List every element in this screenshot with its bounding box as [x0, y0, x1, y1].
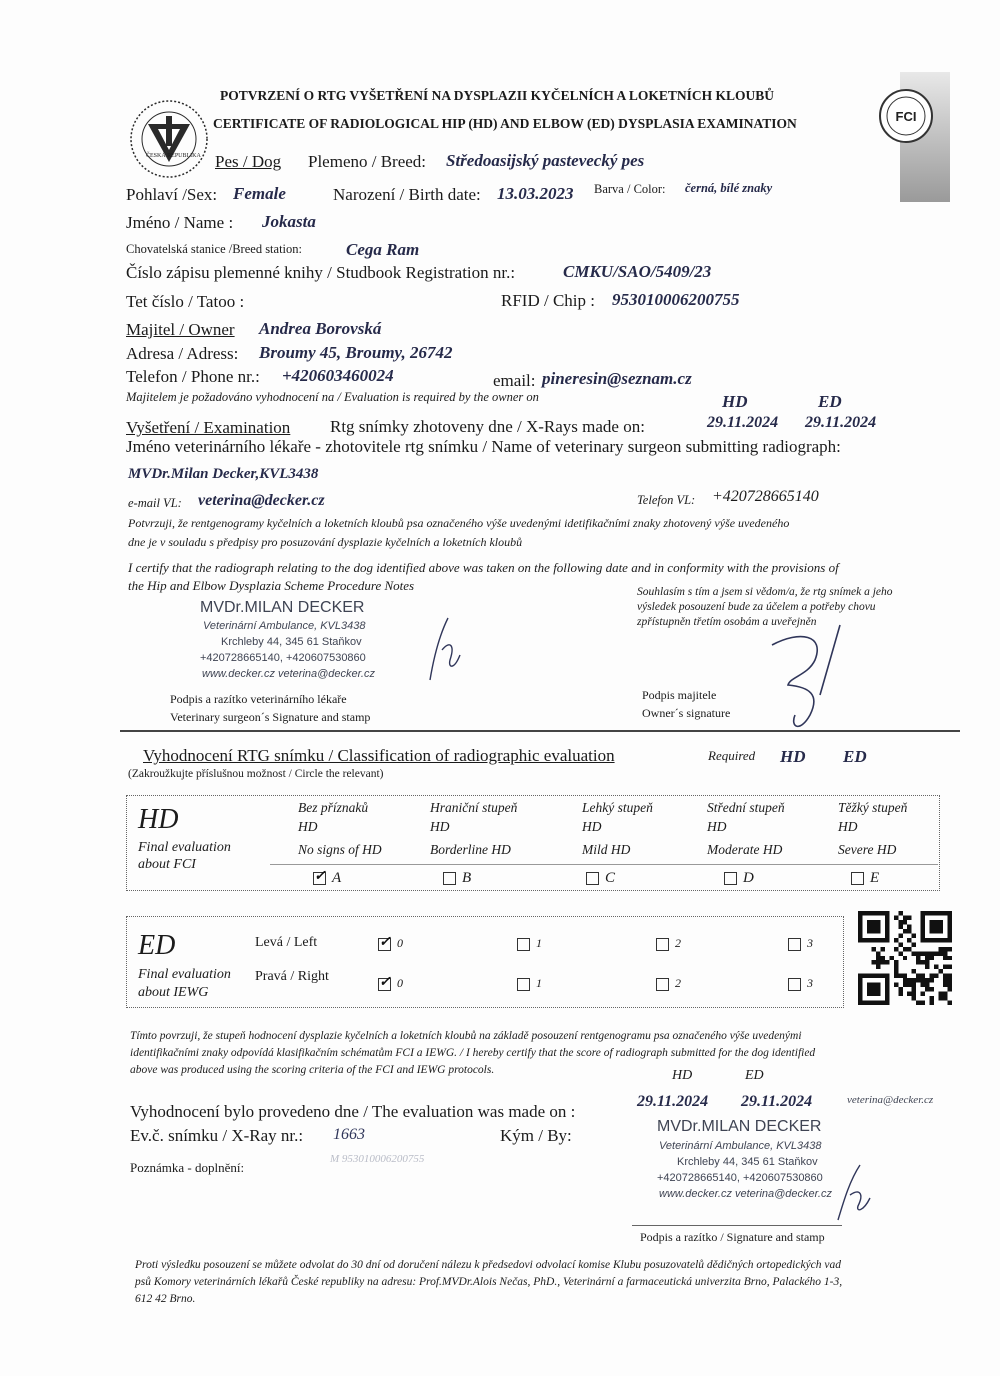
- hd-grade-checkbox[interactable]: [851, 872, 864, 885]
- faint-header-ghost: [330, 0, 337, 30]
- hd-col-hd-label: HD: [430, 819, 450, 834]
- owner-signature: [760, 615, 860, 745]
- hd-col-en-label: Borderline HD: [430, 842, 511, 857]
- hd-box-title: HD: [138, 804, 179, 835]
- consent-2: výsledek posouzení bude za účelem a potřeby chovu: [637, 601, 876, 613]
- pes-dog-label: Pes / Dog: [215, 152, 282, 171]
- hd-grade-option[interactable]: [313, 870, 341, 887]
- vet-label: Jméno veterinárního lékaře - zhotovitele rtg snímku / Name of veterinary surgeon submitting radiograph:: [126, 437, 841, 456]
- evaluator-signature: [830, 1160, 880, 1230]
- hd-col-hd-label: HD: [707, 819, 727, 834]
- hd-col-cz-label: Bez příznaků: [298, 800, 369, 815]
- confirm-en-1: I certify that the radiograph relating to the dog identified above was taken on the following date and in conformity with the provisions of: [128, 560, 839, 575]
- fci-logo-text: FCI: [895, 109, 917, 124]
- consent-1: Souhlasím s tím a jsem si vědom/a, že rtg snímek a jeho: [637, 586, 893, 598]
- evaluation-required-hd: HD: [780, 747, 806, 766]
- fci-logo: [878, 88, 934, 144]
- stamp2-vet-line3: +420728665140, +420607530860: [657, 1172, 823, 1184]
- birth-label: Narození / Birth date:: [333, 185, 481, 204]
- hd-grade-option[interactable]: [443, 870, 471, 887]
- phone-value: +420603460024: [282, 366, 394, 385]
- ed-left-grade-option[interactable]: [788, 936, 813, 951]
- station-value: Cega Ram: [346, 240, 420, 259]
- hd-col-hd-label: HD: [838, 819, 858, 834]
- hd-grade-row-divider: [270, 864, 938, 865]
- ed-evaluation-box: [126, 916, 844, 1008]
- sex-value: Female: [233, 184, 286, 203]
- consent-3: zpřístupněn třetím osobám a uveřejněn: [637, 616, 817, 628]
- vet-phone-label: Telefon VL:: [637, 493, 696, 507]
- hd-col-en-label: Severe HD: [838, 842, 897, 857]
- hd-grade-checkbox[interactable]: [443, 872, 456, 885]
- ed-left-label: Levá / Left: [255, 935, 318, 950]
- required-note: Majitelem je požadováno vyhodnocení na / Evaluation is required by the owner on: [126, 390, 539, 404]
- ed-right-grade-checkbox[interactable]: [517, 978, 530, 991]
- ed-right-grade-checkbox[interactable]: [656, 978, 669, 991]
- ed-right-grade-option[interactable]: [517, 976, 542, 991]
- vet-email-value: veterina@decker.cz: [198, 492, 325, 509]
- address-label: Adresa / Adress:: [126, 344, 239, 363]
- ed-grade-number: 3: [807, 936, 813, 950]
- hd-box-sub1: Final evaluation: [138, 840, 231, 855]
- certify-line-2: identifikačními znaky odpovídá klasifikačním schématům FCI a IEWG. / I hereby certify that the score of radiograph submitted for the dog identified: [130, 1047, 816, 1059]
- required-hd: HD: [722, 392, 748, 411]
- breed-value: Středoasijský pastevecký pes: [446, 151, 645, 170]
- qr-code: [858, 911, 952, 1005]
- evaluator-sig-label: Podpis a razítko / Signature and stamp: [640, 1230, 825, 1244]
- stamp-email-top: veterina@decker.cz: [847, 1094, 934, 1106]
- stamp-vet-line2: Krchleby 44, 345 61 Staňkov: [221, 636, 362, 648]
- stamp-vet-line4: www.decker.cz veterina@decker.cz: [202, 668, 375, 680]
- color-label: Barva / Color:: [594, 182, 666, 196]
- title-cz: POTVRZENÍ O RTG VYŠETŘENÍ NA DYSPLAZII KYČELNÍCH A LOKETNÍCH KLOUBŮ: [220, 88, 775, 103]
- station-label: Chovatelská stanice /Breed station:: [126, 242, 302, 256]
- ed-right-grade-checkbox[interactable]: [378, 978, 391, 991]
- stamp-vet-name: MVDr.MILAN DECKER: [200, 599, 365, 616]
- hd-grade-checkbox[interactable]: [586, 872, 599, 885]
- vet-email-label: e-mail VL:: [128, 496, 182, 510]
- name-label: Jméno / Name :: [126, 213, 234, 232]
- ed-left-grade-option[interactable]: [517, 936, 542, 951]
- email-value: pineresin@seznam.cz: [542, 369, 692, 388]
- hd-grade-letter: D: [743, 870, 754, 886]
- ed-right-grade-checkbox[interactable]: [788, 978, 801, 991]
- ed-left-grade-option[interactable]: [378, 936, 403, 951]
- note-faint-text: M 953010006200755: [330, 1153, 425, 1165]
- hd-grade-letter: C: [605, 870, 616, 886]
- studbook-label: Číslo zápisu plemenné knihy / Studbook Registration nr.:: [126, 263, 516, 282]
- studbook-value: CMKU/SAO/5409/23: [563, 262, 712, 281]
- address-value: Broumy 45, Broumy, 26742: [259, 343, 453, 362]
- ed-left-grade-option[interactable]: [656, 936, 681, 951]
- hd-grade-option[interactable]: [586, 870, 615, 887]
- hd-evaluation-box: [126, 795, 940, 891]
- sex-label: Pohlaví /Sex:: [126, 185, 218, 204]
- xray-nr-value: 1663: [333, 1126, 365, 1143]
- ed-right-grade-option[interactable]: [378, 976, 403, 991]
- made-on-label: Vyhodnocení bylo provedeno dne / The evaluation was made on :: [130, 1102, 576, 1121]
- ed-box-sub1: Final evaluation: [138, 967, 231, 982]
- made-on-ed-date: 29.11.2024: [741, 1093, 813, 1110]
- hd-col-cz-label: Lehký stupeň: [582, 800, 653, 815]
- owner-label: Majitel / Owner: [126, 320, 235, 339]
- hd-col-cz-label: Hraniční stupeň: [430, 800, 518, 815]
- ed-left-grade-checkbox[interactable]: [378, 938, 391, 951]
- hd-grade-checkbox[interactable]: [724, 872, 737, 885]
- owner-sig-en: Owner´s signature: [642, 706, 731, 720]
- color-value: černá, bílé znaky: [685, 181, 773, 195]
- eval-hd-header: HD: [672, 1068, 693, 1083]
- exam-label: Vyšetření / Examination: [126, 418, 291, 437]
- ed-grade-number: 1: [536, 976, 542, 990]
- note-label: Poznámka - doplnění:: [130, 1160, 245, 1175]
- chip-value: 953010006200755: [612, 290, 740, 309]
- email-label: email:: [493, 371, 536, 390]
- ed-right-grade-option[interactable]: [788, 976, 813, 991]
- xray-hd-date: 29.11.2024: [707, 414, 779, 431]
- confirm-cz-1: Potvrzuji, že rentgenogramy kyčelních a loketních kloubů psa označeného výše uvedenými idetifikačními znaky zhotovený výše uvedeného: [128, 516, 790, 530]
- ed-right-label: Pravá / Right: [255, 969, 329, 984]
- evaluation-required-label: Required: [708, 748, 756, 763]
- vet-phone-value: +420728665140: [712, 488, 819, 505]
- ed-grade-number: 3: [807, 976, 813, 990]
- footer-line-2: psů Komory veterinárních lékařů České republiky na adresu: Prof.MVDr.Alois Nečas, PhD., Veterinární a farmaceutická univerzita Brno, Palackého 1-3,: [135, 1276, 843, 1288]
- hd-grade-letter: B: [462, 870, 472, 886]
- eval-ed-header: ED: [745, 1068, 764, 1083]
- stamp2-vet-name: MVDr.MILAN DECKER: [657, 1118, 822, 1135]
- ed-left-grade-checkbox[interactable]: [788, 938, 801, 951]
- vet-name: MVDr.Milan Decker,KVL3438: [128, 466, 319, 482]
- left-logo-caption: ČESKÁ REPUBLIKA: [146, 153, 201, 159]
- ed-right-grade-option[interactable]: [656, 976, 681, 991]
- ed-box-sub2: about IEWG: [138, 985, 209, 1000]
- breed-club-logo: [124, 96, 214, 182]
- xray-nr-label: Ev.č. snímku / X-Ray nr.:: [130, 1126, 304, 1145]
- hd-grade-option[interactable]: [724, 870, 754, 887]
- vet-sig-en: Veterinary surgeon´s Signature and stamp: [170, 710, 371, 724]
- hd-grade-option[interactable]: [851, 870, 879, 887]
- owner-sig-cz: Podpis majitele: [642, 688, 717, 702]
- title-en: CERTIFICATE OF RADIOLOGICAL HIP (HD) AND ELBOW (ED) DYSPLASIA EXAMINATION: [213, 116, 797, 131]
- hd-box-sub2: about FCI: [138, 857, 196, 872]
- evaluation-title: Vyhodnocení RTG snímku / Classification of radiographic evaluation: [143, 746, 615, 765]
- chip-label: RFID / Chip :: [501, 291, 595, 310]
- owner-value: Andrea Borovská: [259, 319, 382, 338]
- stamp2-vet-line4: www.decker.cz veterina@decker.cz: [659, 1188, 832, 1200]
- required-ed: ED: [818, 392, 842, 411]
- ed-grade-number: 2: [675, 976, 681, 990]
- evaluation-required-ed: ED: [843, 747, 867, 766]
- stamp-vet-line3: +420728665140, +420607530860: [200, 652, 366, 664]
- section-divider: [120, 730, 960, 732]
- tatoo-label: Tet číslo / Tatoo :: [126, 292, 245, 311]
- birth-value: 13.03.2023: [497, 184, 574, 203]
- ed-grade-number: 2: [675, 936, 681, 950]
- hd-col-cz-label: Těžký stupeň: [838, 800, 908, 815]
- xray-ed-date: 29.11.2024: [805, 414, 877, 431]
- hd-grade-letter: E: [870, 870, 880, 886]
- hd-col-en-label: Mild HD: [582, 842, 631, 857]
- footer-line-1: Proti výsledku posouzení se můžete odvolat do 30 dní od doručení nálezu k předsedovi odvolací komise Klubu posuzovatelů dědičných ortopedických vad: [135, 1259, 842, 1271]
- certify-line-1: Tímto povrzuji, že stupeň hodnocení dysplazie kyčelních a loketních kloubů na základě posouzení rentgenogramu psa označeného výše uvedenými: [130, 1030, 802, 1042]
- ed-box-title: ED: [138, 930, 176, 961]
- ed-grade-number: 0: [397, 976, 403, 990]
- vet-sig-cz: Podpis a razítko veterinárního lékaře: [170, 692, 347, 706]
- stamp2-vet-line1: Veterinární Ambulance, KVL3438: [659, 1140, 822, 1152]
- ed-grade-number: 1: [536, 936, 542, 950]
- hd-col-en-label: No signs of HD: [298, 842, 382, 857]
- by-label: Kým / By:: [500, 1126, 572, 1145]
- hd-grade-letter: A: [332, 870, 342, 886]
- footer-line-3: 612 42 Brno.: [135, 1293, 196, 1305]
- xray-made-label: Rtg snímky zhotoveny dne / X-Rays made on:: [330, 417, 645, 436]
- hd-grade-checkbox[interactable]: [313, 872, 326, 885]
- phone-label: Telefon / Phone nr.:: [126, 367, 260, 386]
- certify-line-3: above was produced using the scoring criteria of the FCI and IEWG protocols.: [130, 1064, 495, 1076]
- vet-signature: [420, 610, 470, 690]
- confirm-en-2: the Hip and Elbow Dysplazia Scheme Procedure Notes: [128, 578, 415, 593]
- evaluator-sign-line: [632, 1225, 842, 1226]
- made-on-hd-date: 29.11.2024: [637, 1093, 709, 1110]
- ed-left-grade-checkbox[interactable]: [517, 938, 530, 951]
- hd-col-en-label: Moderate HD: [707, 842, 783, 857]
- name-value: Jokasta: [262, 212, 316, 231]
- ed-left-grade-checkbox[interactable]: [656, 938, 669, 951]
- ed-grade-number: 0: [397, 936, 403, 950]
- stamp2-vet-line2: Krchleby 44, 345 61 Staňkov: [677, 1156, 818, 1168]
- hd-col-cz-label: Střední stupeň: [707, 800, 785, 815]
- hd-col-hd-label: HD: [298, 819, 318, 834]
- breed-label: Plemeno / Breed:: [308, 152, 427, 171]
- confirm-cz-2: dne je v souladu s předpisy pro posuzování dysplazie kyčelních a loketních kloubů: [128, 535, 523, 549]
- evaluation-circle-note: (Zakroužkujte příslušnou možnost / Circle the relevant): [128, 768, 384, 780]
- hd-col-hd-label: HD: [582, 819, 602, 834]
- stamp-vet-line1: Veterinární Ambulance, KVL3438: [203, 620, 366, 632]
